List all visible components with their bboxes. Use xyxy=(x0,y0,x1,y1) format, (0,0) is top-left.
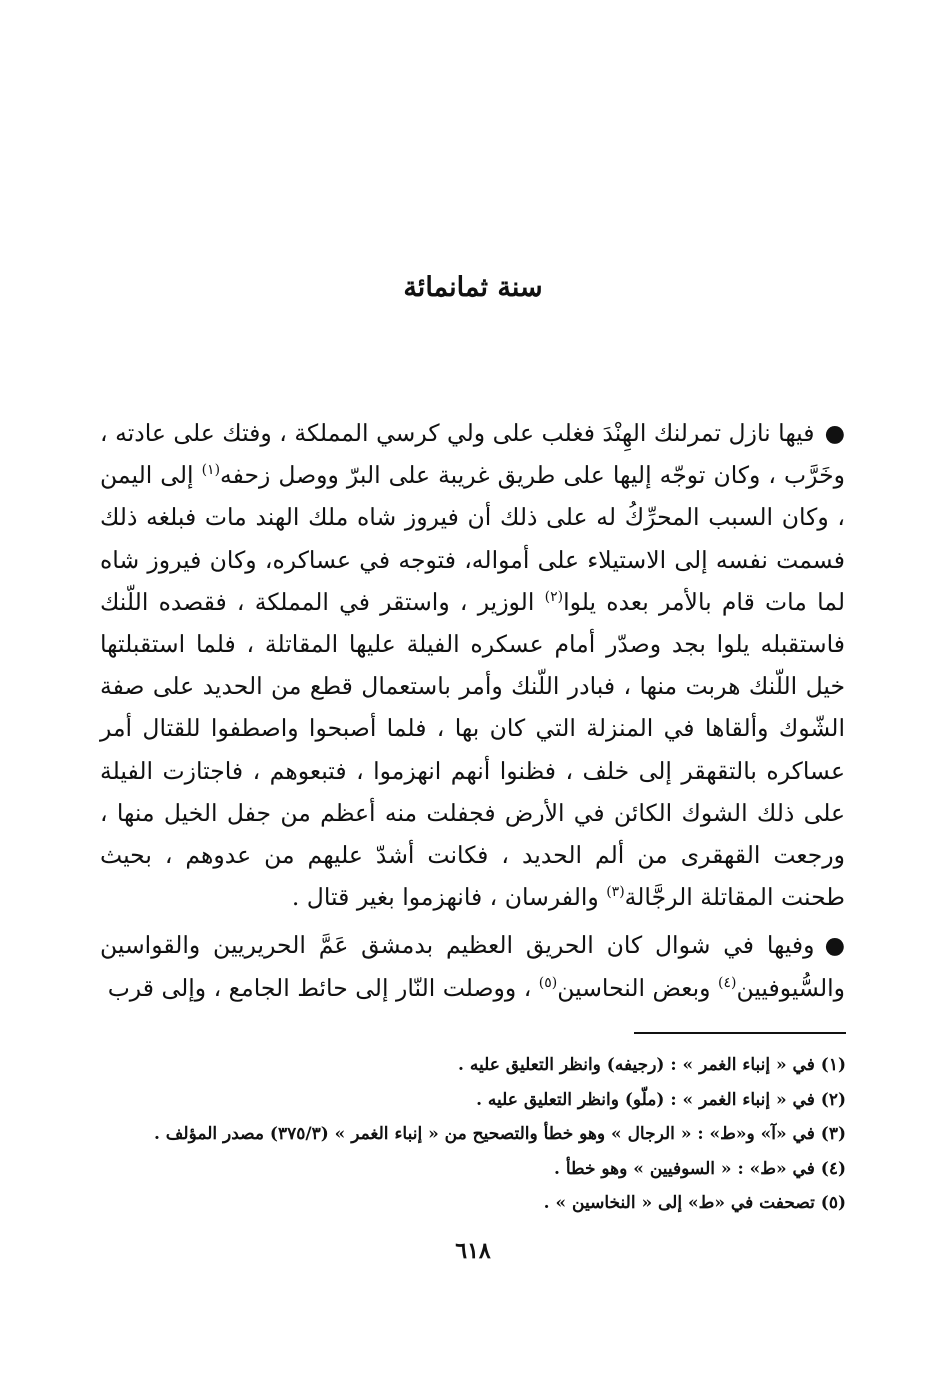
footnote-ref-3: (٣) xyxy=(606,884,625,901)
paragraph-1-part-4: والفرسان ، فانهزموا بغير قتال . xyxy=(291,883,607,912)
paragraph-2-part-2: وبعض النحاسين xyxy=(557,973,718,1002)
footnote-2: (٢) في « إنباء الغمر » : (ملّو) وانظر التعليق عليه . xyxy=(476,1089,846,1110)
footnote-divider xyxy=(634,1032,846,1034)
paragraph-1 xyxy=(100,412,845,918)
footnote-5: (٥) تصحفت في «ط» إلى « النخاسين » . xyxy=(543,1193,846,1213)
footnote-3: (٣) في «آ» و«ط» : « الرجال » وهو خطأ والتصحيح من « إنباء الغمر » (٣٧٥/٣) مصدر المؤلف . xyxy=(153,1124,846,1144)
footnote-ref-1: (١) xyxy=(201,462,221,479)
bullet-icon: ● xyxy=(824,419,845,447)
paragraph-1-part-3: الوزير ، واستقر في المملكة ، فقصده اللّنك فاستقبله يلوا بجد وصدّر أمام عسكره الفيلة عليها المقاتلة ، فلما استقبلتها خيل اللّنك هربت منها ، فبادر اللّنك وأمر باستعمال قطع من الحديد على صفة الشّوك وألقاها في المنزلة التي كان بها ، فلما أصبحوا واصطفوا للقتال أمر عساكره بالتقهقر إلى خلف ، فظنوا أنهم انهزموا ، فتبعوهم ، فاجتازت الفيلة على ذلك الشوك الكائن في الأرض فجفلت منه أعظم من جفل الخيل منها ، ورجعت القهقرى من ألم الحديد ، فكانت أشدّ عليهم من عدوهم ، بحيث طحنت المقاتلة الرجَّالة xyxy=(100,587,845,912)
chapter-title: سنة ثمانمائة xyxy=(403,272,543,303)
page-number: ٦١٨ xyxy=(455,1238,491,1264)
paragraph-2-part-1: وفيها في شوال كان الحريق العظيم بدمشق عَمَّ الحريريين والقواسين والسُّيوفيين xyxy=(100,931,845,1002)
paragraph-1-part-1: فيها نازل تمرلنك الهِنْدَ فغلب على ولي كرسي المملكة ، وفتك على عادته ، وخَرَّب ، وكان توجّه إليها على طريق غريبة على البرّ ووصل زحفه xyxy=(100,419,845,490)
footnote-4: (٤) في «ط» : « السوفيين » وهو خطأ . xyxy=(554,1158,846,1179)
footnote-1: (١) في « إنباء الغمر » : (رجيفه) وانظر التعليق عليه . xyxy=(458,1055,846,1075)
paragraph-1-part-2: إلى اليمن ، وكان السبب المحرِّكُ له على ذلك أن فيروز شاه ملك الهند مات فبلغه ذلك فسمت نفسه إلى الاستيلاء على أمواله، فتوجه في عساكره، وكان فيروز شاه لما مات قام بالأمر بعده يلوا xyxy=(100,461,845,616)
paragraph-2 xyxy=(100,924,845,1008)
paragraph-2-part-3: ، ووصلت النّار إلى حائط الجامع ، وإلى قرب xyxy=(107,973,539,1002)
footnotes xyxy=(90,1048,846,1221)
footnote-ref-2: (٢) xyxy=(544,588,564,605)
footnote-ref-5: (٥) xyxy=(538,974,558,991)
bullet-icon: ● xyxy=(824,931,845,960)
main-text xyxy=(100,412,845,1009)
footnote-ref-4: (٤) xyxy=(717,974,737,991)
